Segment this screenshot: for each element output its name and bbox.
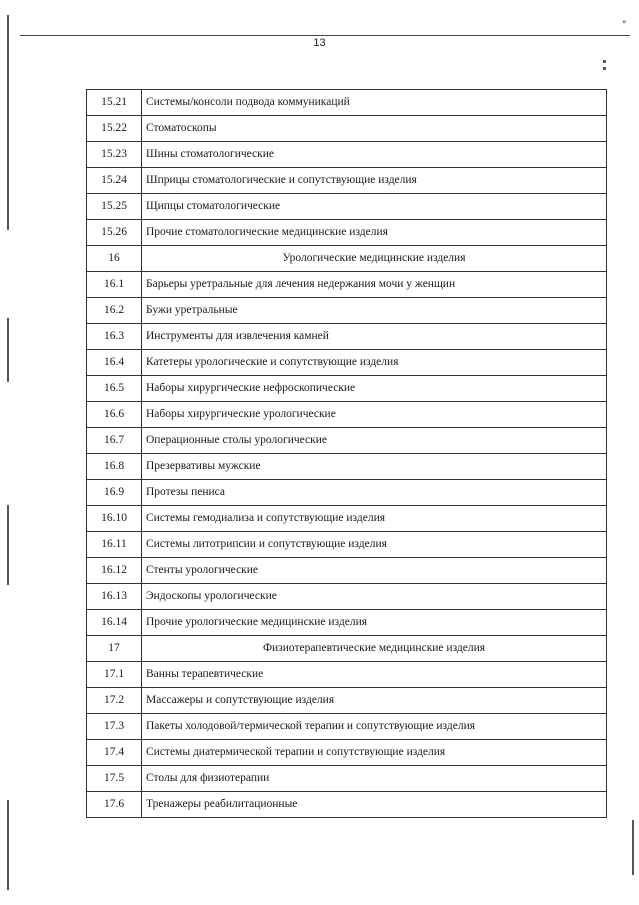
scan-edge-mark-left-bottom xyxy=(7,800,9,890)
table-row xyxy=(87,350,607,376)
row-name: Прочие урологические медицинские изделия xyxy=(142,610,607,636)
row-name: Наборы хирургические урологические xyxy=(142,402,607,428)
row-name: Щипцы стоматологические xyxy=(142,194,607,220)
table-row xyxy=(87,584,607,610)
row-name: Протезы пениса xyxy=(142,480,607,506)
table-row xyxy=(87,506,607,532)
table-row xyxy=(87,428,607,454)
row-code: 16.12 xyxy=(87,558,142,584)
table-row xyxy=(87,558,607,584)
scan-edge-mark-left-low xyxy=(7,505,9,585)
scan-dot-right-2 xyxy=(603,67,606,70)
table-row xyxy=(87,376,607,402)
row-name: Катетеры урологические и сопутствующие изделия xyxy=(142,350,607,376)
table-row xyxy=(87,792,607,818)
row-name: Стенты урологические xyxy=(142,558,607,584)
row-name: Эндоскопы урологические xyxy=(142,584,607,610)
row-name: Пакеты холодовой/термической терапии и сопутствующие изделия xyxy=(142,714,607,740)
row-code: 15.25 xyxy=(87,194,142,220)
row-name: Шины стоматологические xyxy=(142,142,607,168)
table-row xyxy=(87,220,607,246)
table-row xyxy=(87,298,607,324)
section-title: Физиотерапевтические медицинские изделия xyxy=(142,636,607,662)
row-code: 16.6 xyxy=(87,402,142,428)
row-code: 15.24 xyxy=(87,168,142,194)
row-name: Инструменты для извлечения камней xyxy=(142,324,607,350)
row-code: 17.3 xyxy=(87,714,142,740)
table-row xyxy=(87,766,607,792)
table-row xyxy=(87,454,607,480)
section-header-row xyxy=(87,246,607,272)
table-row xyxy=(87,662,607,688)
table-row xyxy=(87,194,607,220)
row-name: Наборы хирургические нефроскопические xyxy=(142,376,607,402)
row-code: 15.22 xyxy=(87,116,142,142)
row-name: Системы литотрипсии и сопутствующие изделия xyxy=(142,532,607,558)
table-row xyxy=(87,480,607,506)
row-name: Стоматоскопы xyxy=(142,116,607,142)
scan-dot-right-1 xyxy=(603,60,606,63)
table-row xyxy=(87,116,607,142)
scan-edge-mark-right-bottom xyxy=(632,820,634,875)
table-row xyxy=(87,532,607,558)
table-row xyxy=(87,402,607,428)
scan-edge-mark-left-mid xyxy=(7,318,9,382)
row-code: 16.13 xyxy=(87,584,142,610)
section-header-row xyxy=(87,636,607,662)
table-row xyxy=(87,740,607,766)
row-name: Барьеры уретральные для лечения недержания мочи у женщин xyxy=(142,272,607,298)
row-name: Ванны терапевтические xyxy=(142,662,607,688)
row-code: 16 xyxy=(87,246,142,272)
table-row xyxy=(87,688,607,714)
table-row xyxy=(87,272,607,298)
row-code: 15.26 xyxy=(87,220,142,246)
row-code: 16.5 xyxy=(87,376,142,402)
table-row xyxy=(87,142,607,168)
table-row xyxy=(87,324,607,350)
section-title: Урологические медицинские изделия xyxy=(142,246,607,272)
row-name: Столы для физиотерапии xyxy=(142,766,607,792)
row-code: 16.10 xyxy=(87,506,142,532)
row-name: Тренажеры реабилитационные xyxy=(142,792,607,818)
row-code: 15.23 xyxy=(87,142,142,168)
row-code: 15.21 xyxy=(87,90,142,116)
row-code: 16.11 xyxy=(87,532,142,558)
table-row xyxy=(87,610,607,636)
row-name: Прочие стоматологические медицинские изделия xyxy=(142,220,607,246)
row-code: 17.2 xyxy=(87,688,142,714)
table-row xyxy=(87,168,607,194)
table-body xyxy=(87,90,607,818)
row-code: 16.7 xyxy=(87,428,142,454)
row-name: Бужи уретральные xyxy=(142,298,607,324)
table-row xyxy=(87,90,607,116)
medical-device-table xyxy=(86,89,607,818)
row-code: 17.4 xyxy=(87,740,142,766)
row-code: 16.9 xyxy=(87,480,142,506)
header-rule xyxy=(20,35,630,36)
row-code: 16.8 xyxy=(87,454,142,480)
row-code: 16.3 xyxy=(87,324,142,350)
row-code: 17.1 xyxy=(87,662,142,688)
row-code: 16.4 xyxy=(87,350,142,376)
table-row xyxy=(87,714,607,740)
row-name: Операционные столы урологические xyxy=(142,428,607,454)
row-code: 17.6 xyxy=(87,792,142,818)
row-code: 17.5 xyxy=(87,766,142,792)
row-name: Презервативы мужские xyxy=(142,454,607,480)
row-code: 16.2 xyxy=(87,298,142,324)
row-name: Системы гемодиализа и сопутствующие изделия xyxy=(142,506,607,532)
row-code: 16.1 xyxy=(87,272,142,298)
page-number: 13 xyxy=(313,37,326,49)
scan-speck-top-right: ° xyxy=(622,20,627,30)
row-name: Системы диатермической терапии и сопутствующие изделия xyxy=(142,740,607,766)
row-code: 16.14 xyxy=(87,610,142,636)
row-code: 17 xyxy=(87,636,142,662)
row-name: Системы/консоли подвода коммуникаций xyxy=(142,90,607,116)
row-name: Шприцы стоматологические и сопутствующие изделия xyxy=(142,168,607,194)
row-name: Массажеры и сопутствующие изделия xyxy=(142,688,607,714)
